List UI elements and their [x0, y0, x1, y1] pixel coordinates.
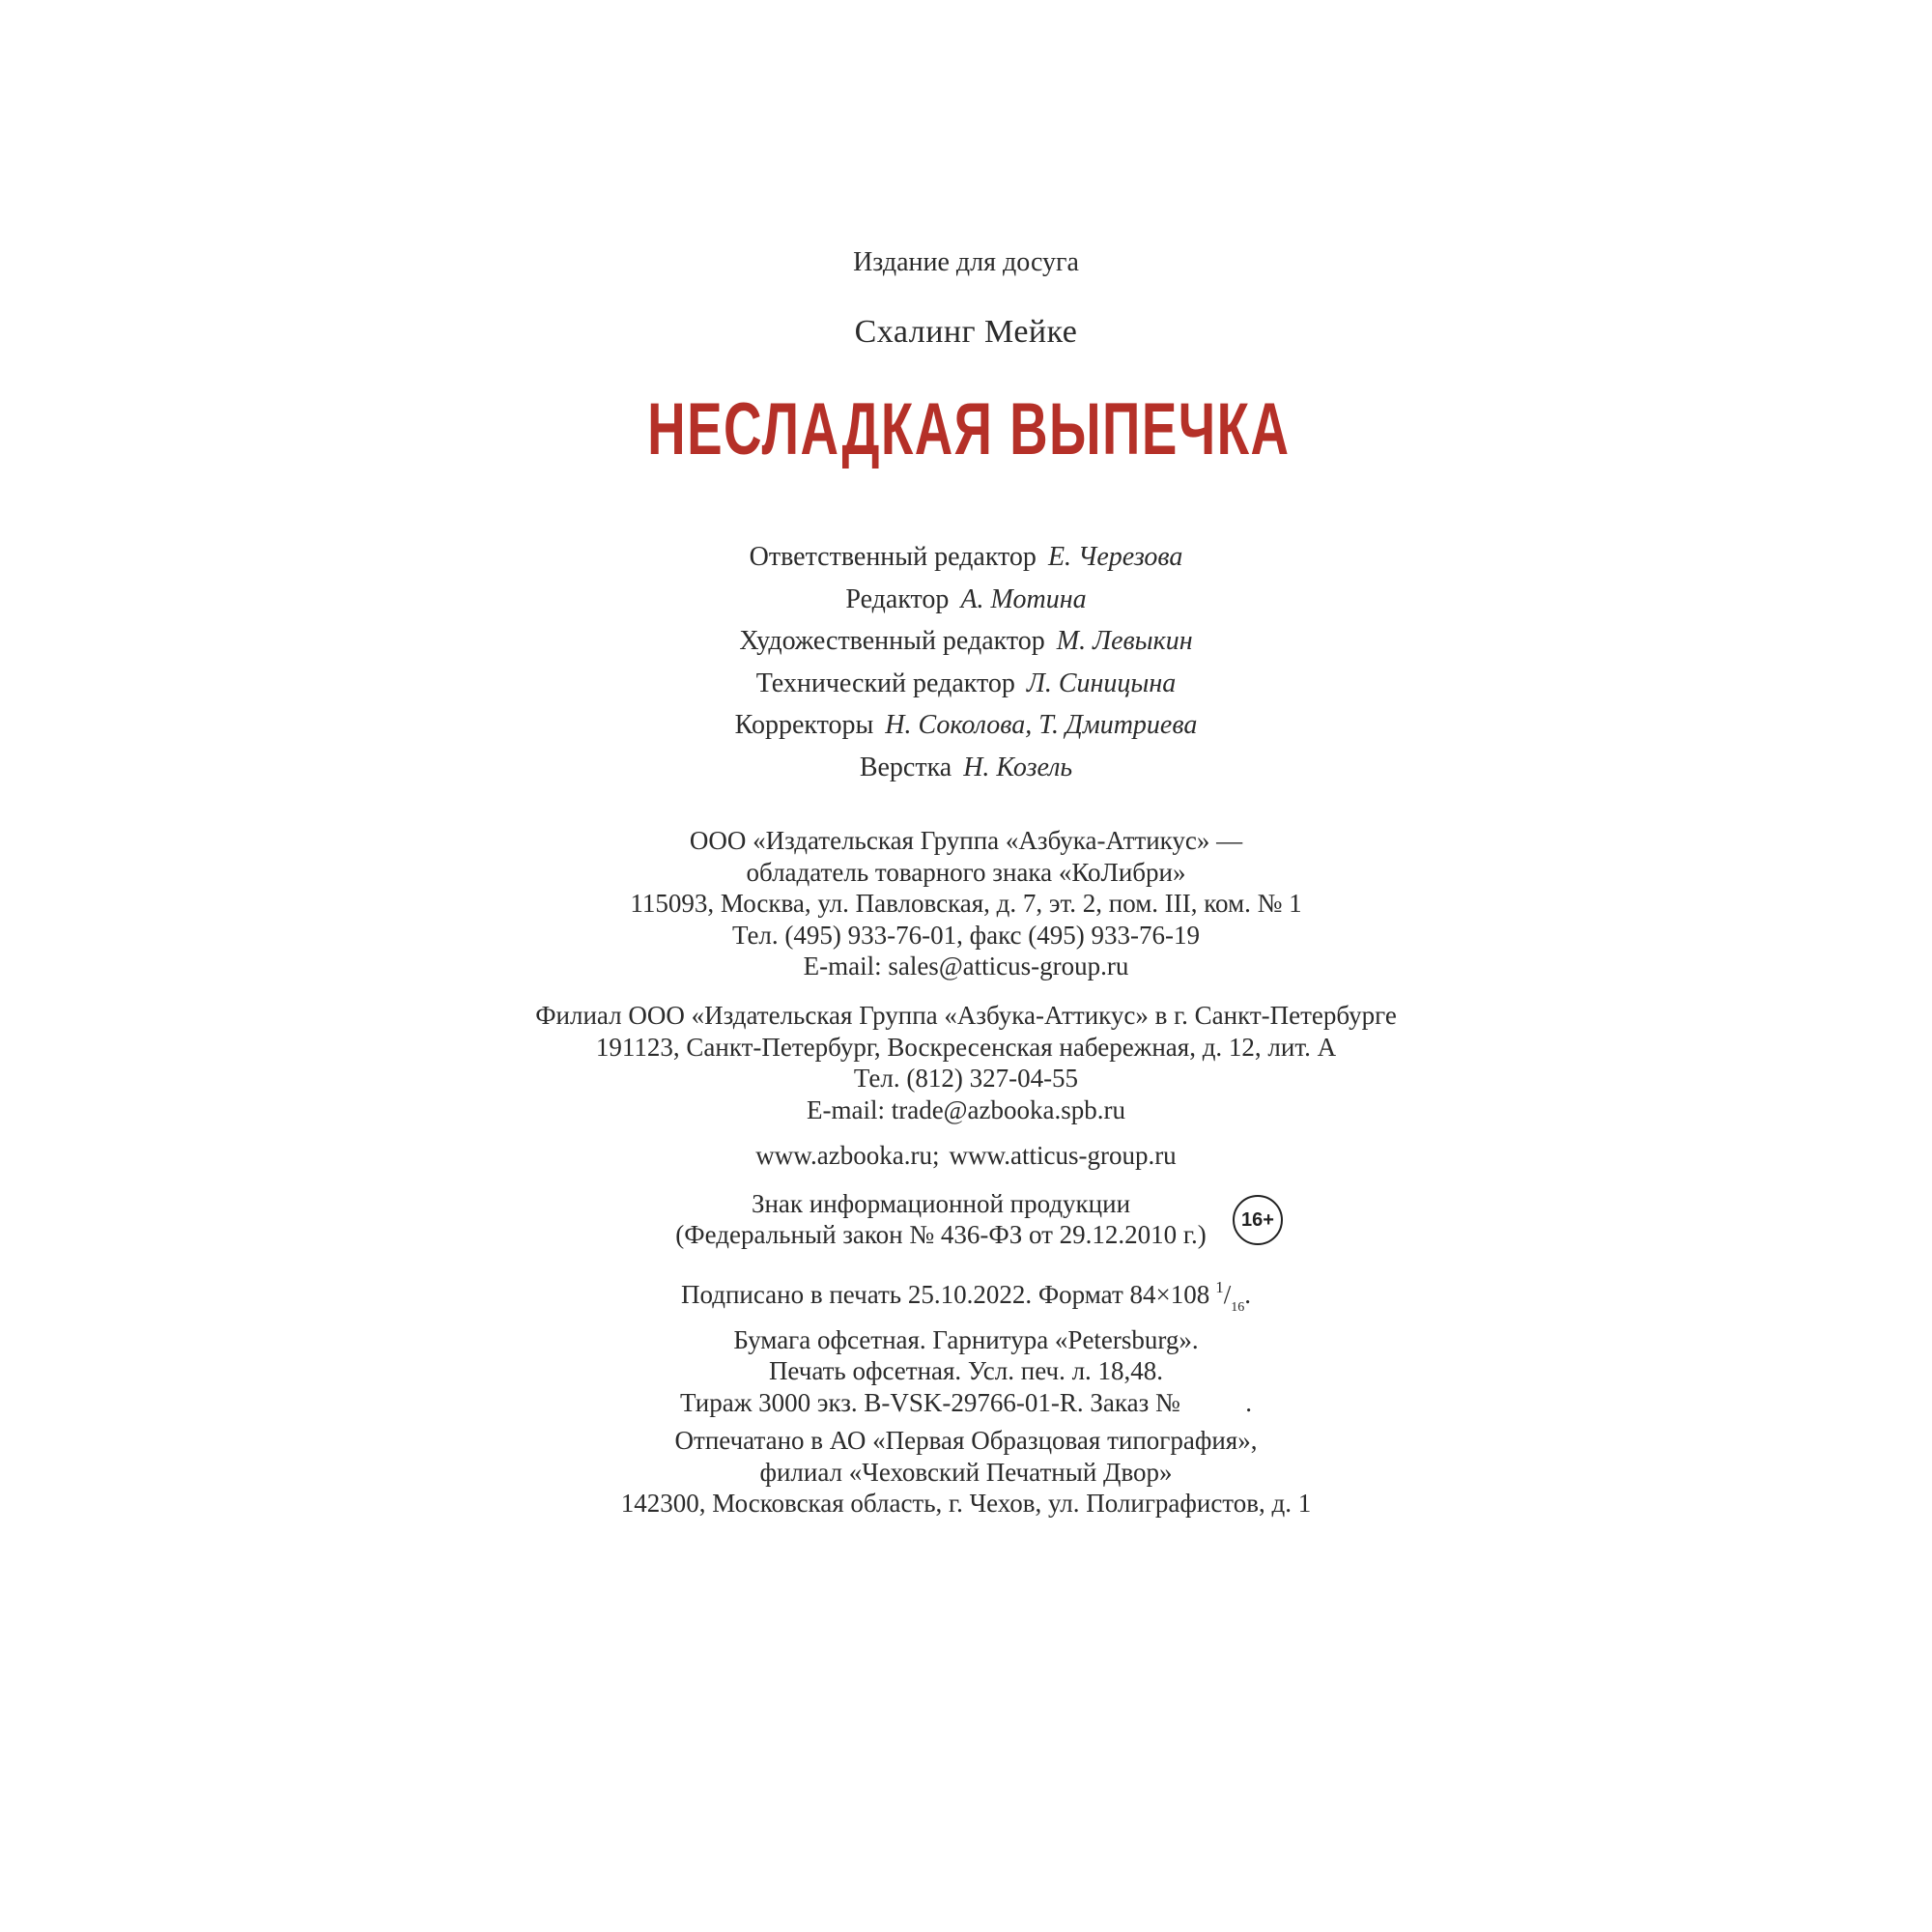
credit-line — [0, 536, 1932, 579]
trademark-owner: обладатель товарного знака «КоЛибри» — [746, 857, 1186, 887]
credit-role: Верстка — [859, 752, 952, 782]
credit-role: Художественный редактор — [739, 626, 1045, 656]
info-sign-law: (Федеральный закон № 436-ФЗ от 29.12.2010 г.) — [675, 1220, 1207, 1249]
branch-name: Филиал ООО «Издательская Группа «Азбука-Аттикус» в г. Санкт-Петербурге — [535, 1001, 1397, 1030]
credit-role: Технический редактор — [755, 668, 1015, 698]
info-sign-label: Знак информационной продукции — [751, 1189, 1131, 1218]
age-rating-badge — [1233, 1195, 1283, 1245]
credit-role: Редактор — [845, 583, 950, 614]
credit-line — [0, 663, 1932, 705]
branch-address: 191123, Санкт-Петербург, Воскресенская набережная, д. 12, лит. А — [595, 1032, 1337, 1062]
info-sign-block — [0, 1188, 1932, 1256]
info-sign-text — [653, 1188, 1229, 1250]
credit-line — [0, 579, 1932, 621]
branch-email: E-mail: trade@azbooka.spb.ru — [807, 1094, 1125, 1124]
age-rating-label: 16+ — [1241, 1208, 1274, 1231]
printing-info: Печать офсетная. Усл. печ. л. 18,48. — [768, 1356, 1164, 1385]
credit-name: Е. Черезова — [1047, 542, 1183, 572]
credit-line — [0, 704, 1932, 747]
credit-role: Ответственный редактор — [749, 542, 1037, 572]
websites-line — [0, 1140, 1932, 1171]
website-link[interactable]: www.atticus-group.ru — [949, 1141, 1177, 1170]
format-numerator: 1 — [1215, 1278, 1224, 1296]
book-author: Схалинг Мейке — [854, 314, 1078, 350]
format-slash: / — [1223, 1280, 1232, 1309]
publisher-address: 115093, Москва, ул. Павловская, д. 7, эт. 2, пом. III, ком. № 1 — [630, 889, 1302, 918]
printer-branch: филиал «Чеховский Печатный Двор» — [759, 1457, 1173, 1487]
publisher-email: E-mail: sales@atticus-group.ru — [803, 952, 1129, 980]
website-link[interactable]: www.azbooka.ru; — [755, 1141, 940, 1170]
edition-type: Издание для досуга — [853, 247, 1079, 277]
branch-block — [0, 1000, 1932, 1125]
signed-for-print — [0, 1272, 1932, 1324]
format-denominator: 16 — [1231, 1300, 1245, 1315]
credit-name: Н. Козель — [963, 752, 1073, 782]
publisher-block — [0, 825, 1932, 982]
paper-info: Бумага офсетная. Гарнитура «Petersburg». — [733, 1324, 1199, 1354]
credit-line — [0, 747, 1932, 789]
book-title: НЕСЛАДКАЯ ВЫПЕЧКА — [647, 388, 1291, 470]
printer-block — [0, 1425, 1932, 1520]
credit-name: А. Мотина — [960, 583, 1087, 614]
credit-name: М. Левыкин — [1056, 626, 1193, 656]
credits-list — [0, 536, 1932, 788]
credit-name: Н. Соколова, Т. Дмитриева — [885, 710, 1198, 740]
branch-phone: Тел. (812) 327-04-55 — [853, 1064, 1079, 1093]
printer-address: 142300, Московская область, г. Чехов, ул. Полиграфистов, д. 1 — [620, 1489, 1312, 1518]
signed-suffix: . — [1244, 1280, 1251, 1309]
publisher-phone: Тел. (495) 933-76-01, факс (495) 933-76-19 — [731, 920, 1200, 950]
publisher-name: ООО «Издательская Группа «Азбука-Аттикус» — — [689, 826, 1243, 855]
printer-name: Отпечатано в АО «Первая Образцовая типография», — [674, 1426, 1258, 1455]
credit-name: Л. Синицына — [1026, 668, 1177, 698]
print-run: Тираж 3000 экз. B-VSK-29766-01-R. Заказ № . — [679, 1387, 1253, 1417]
signed-text: Подписано в печать 25.10.2022. Формат 84×108 — [681, 1280, 1210, 1309]
credit-role: Корректоры — [734, 710, 874, 740]
credit-line — [0, 620, 1932, 663]
print-info-block — [0, 1272, 1932, 1418]
